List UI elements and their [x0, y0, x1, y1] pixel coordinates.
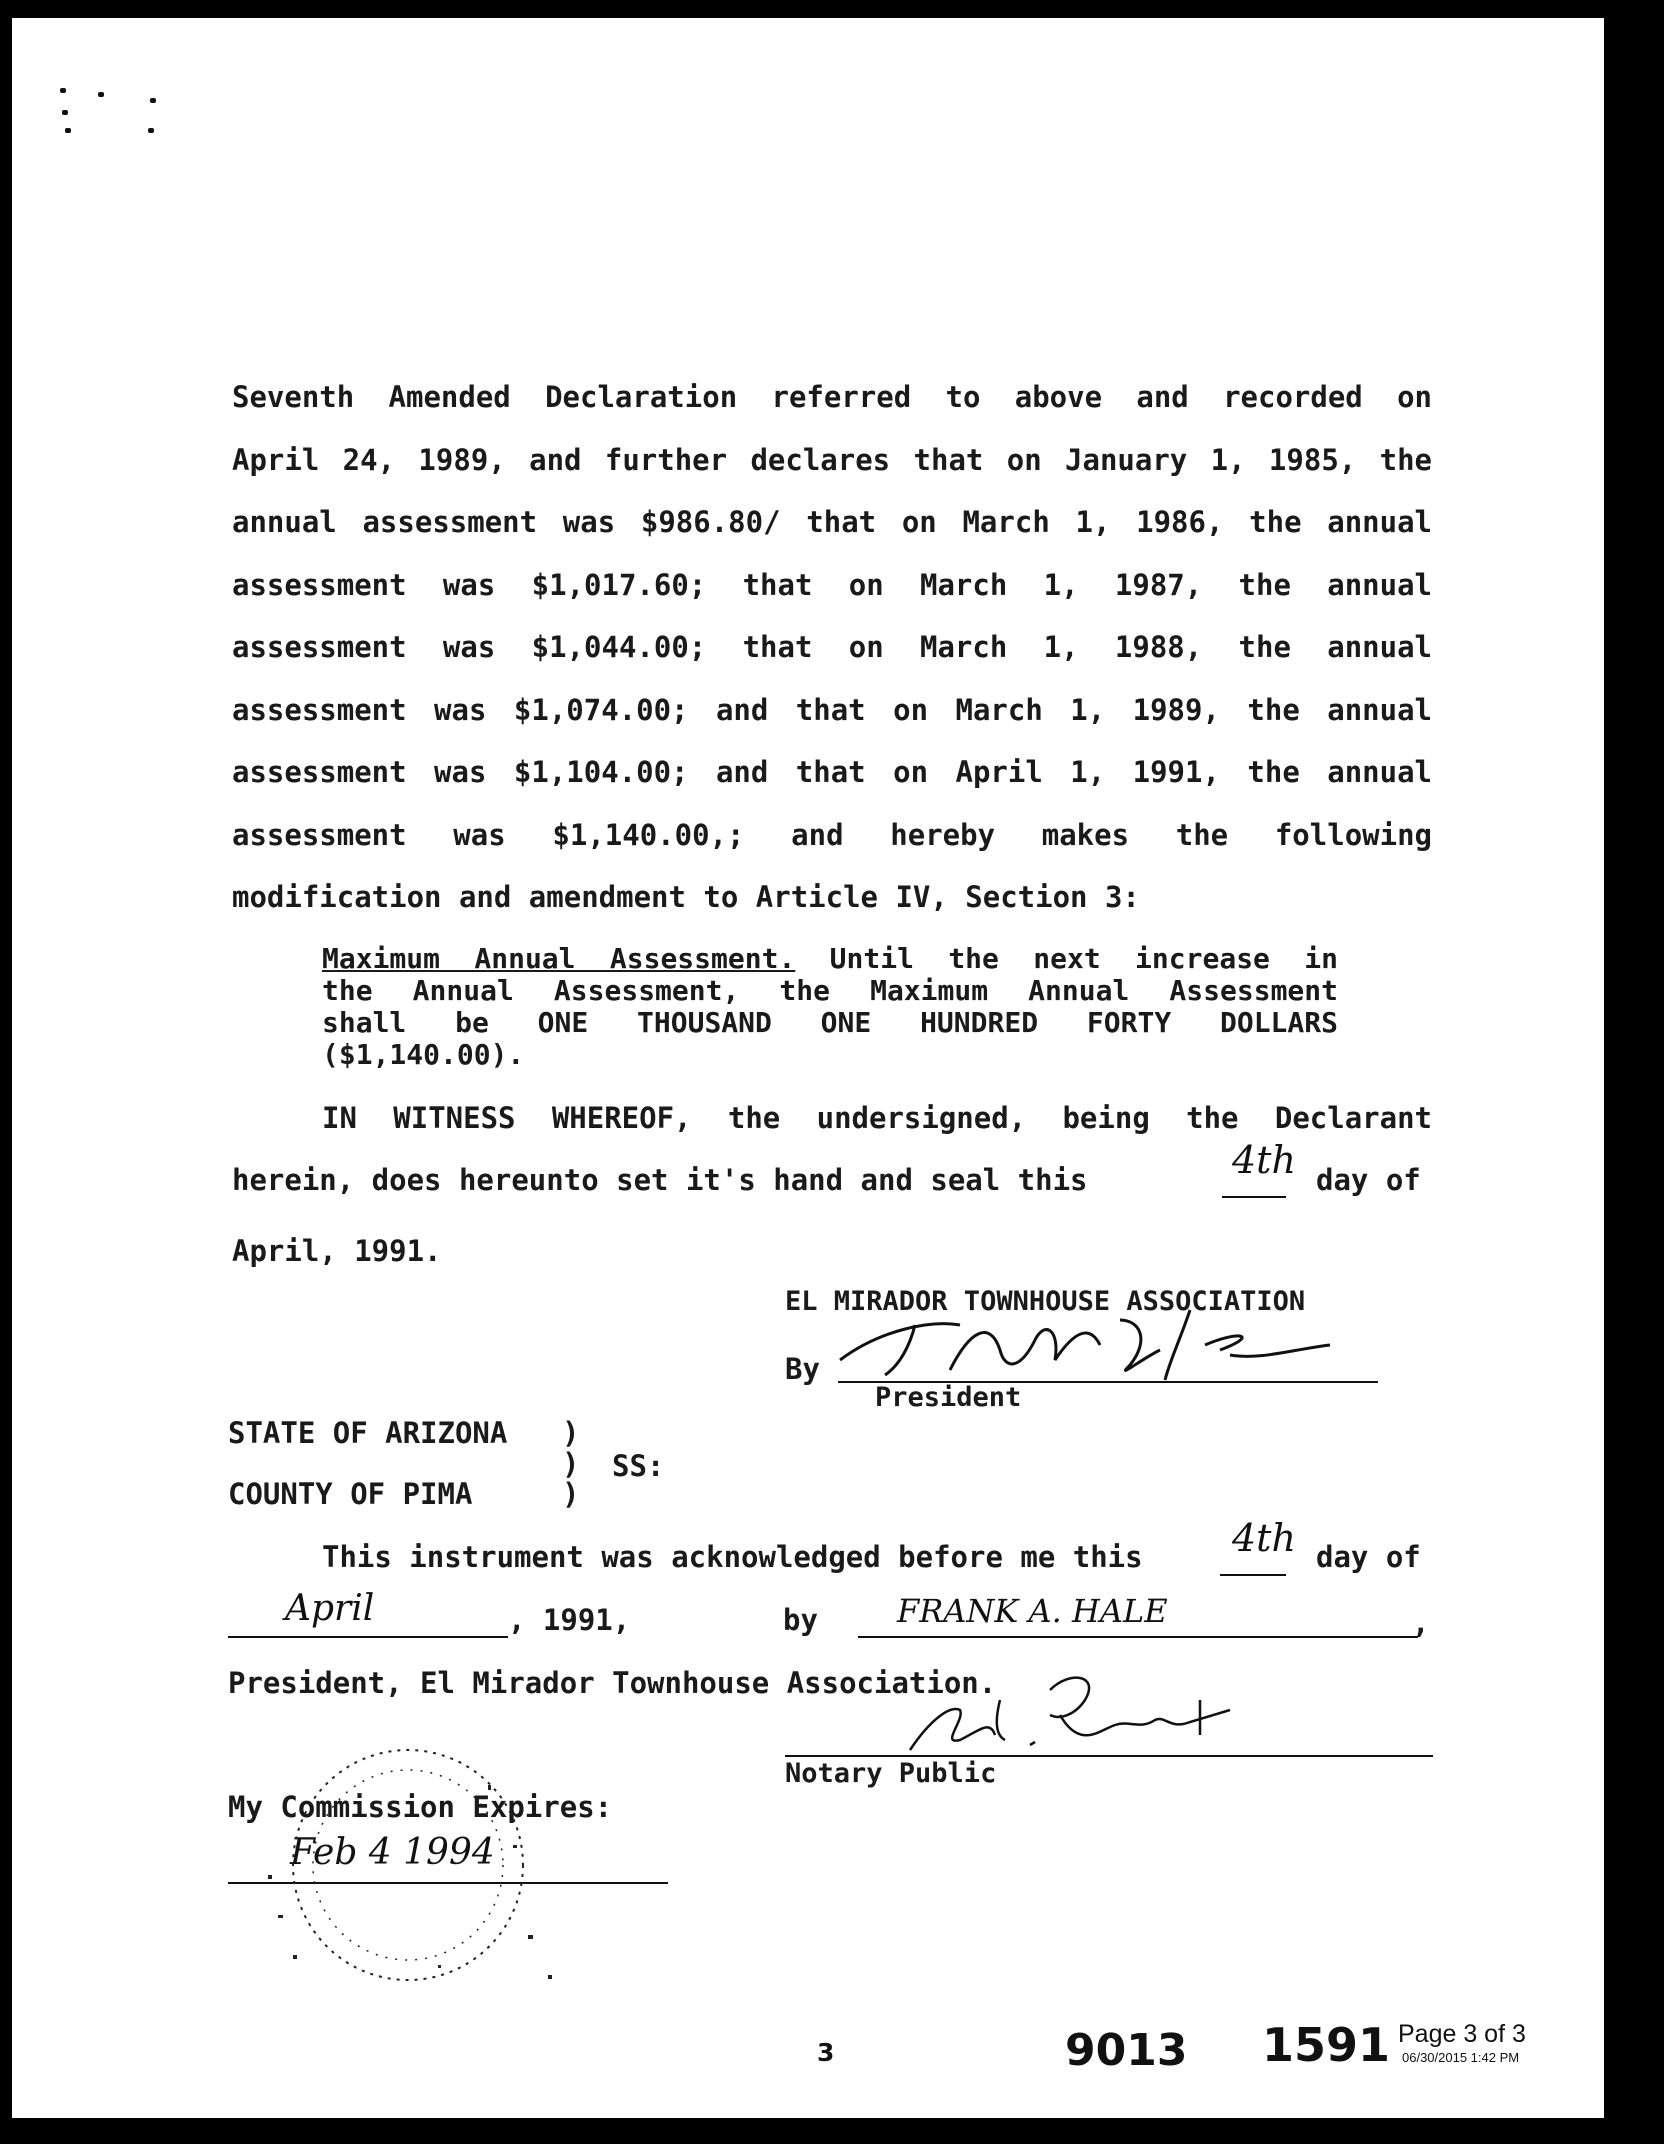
ack-month-line — [228, 1636, 508, 1638]
footer-page-number: 3 — [817, 2038, 835, 2067]
association-name: EL MIRADOR TOWNHOUSE ASSOCIATION — [785, 1286, 1306, 1317]
scan-border-right — [1604, 0, 1664, 2144]
witness-line-1: IN WITNESS WHEREOF, the undersigned, being the Declarant — [322, 1101, 1432, 1135]
scan-border-bottom — [0, 2118, 1664, 2144]
commission-label: My Commission Expires: — [228, 1790, 613, 1824]
notary-seal-stamp — [238, 1725, 618, 2005]
venue-paren: ) — [562, 1416, 580, 1450]
scan-border-top — [0, 0, 1664, 18]
body-line: assessment was $1,074.00; and that on March 1, 1989, the annual — [232, 693, 1432, 727]
body-line: April 24, 1989, and further declares that on January 1, 1985, the — [232, 443, 1432, 477]
ack-line-3: President, El Mirador Townhouse Association. — [228, 1666, 997, 1700]
witness-line-2b: day of — [1316, 1163, 1421, 1197]
ack-line-1b: day of — [1316, 1540, 1421, 1574]
witness-line-2a: herein, does hereunto set it's hand and seal this — [232, 1163, 1088, 1197]
witness-day-handwritten: 4th — [1232, 1138, 1296, 1182]
amendment-heading: Maximum Annual Assessment. — [322, 942, 796, 975]
notary-signature — [900, 1660, 1240, 1770]
venue-paren: ) — [562, 1477, 580, 1511]
notary-label: Notary Public — [785, 1758, 997, 1789]
amendment-block — [322, 943, 1338, 1071]
ack-month-handwritten: April — [285, 1588, 375, 1629]
footer-timestamp: 06/30/2015 1:42 PM — [1402, 2050, 1520, 2065]
body-line: assessment was $1,044.00; that on March 1, 1988, the annual — [232, 630, 1432, 664]
by-label: By — [785, 1352, 820, 1386]
body-line: modification and amendment to Article IV, Section 3: — [232, 880, 1140, 914]
venue-paren: ) — [562, 1447, 580, 1481]
amendment-line: ($1,140.00). — [322, 1038, 525, 1071]
venue-county: COUNTY OF PIMA — [228, 1477, 473, 1511]
body-line: assessment was $1,140.00,; and hereby makes the following — [232, 818, 1432, 852]
ack-day-line — [1220, 1574, 1286, 1576]
ack-name-line — [858, 1636, 1418, 1638]
ack-year: , 1991, — [508, 1603, 631, 1637]
president-title: President — [875, 1382, 1022, 1413]
ack-trailing-comma: , — [1412, 1606, 1430, 1640]
ack-by-label: by — [783, 1603, 818, 1637]
ack-name-handwritten: FRANK A. HALE — [897, 1592, 1168, 1630]
ack-line-1a: This instrument was acknowledged before me this — [322, 1540, 1143, 1574]
president-signature — [820, 1290, 1360, 1390]
witness-day-line — [1222, 1196, 1286, 1198]
body-line: annual assessment was $986.80/ that on March 1, 1986, the annual — [232, 505, 1432, 539]
notary-signature-line — [785, 1755, 1433, 1757]
amendment-line: the Annual Assessment, the Maximum Annual Assessment — [322, 974, 1338, 1007]
footer-page-of: Page 3 of 3 — [1398, 2020, 1526, 2048]
body-line: assessment was $1,104.00; and that on April 1, 1991, the annual — [232, 755, 1432, 789]
amendment-line: shall be ONE THOUSAND ONE HUNDRED FORTY DOLLARS — [322, 1006, 1338, 1039]
scan-border-left — [0, 0, 12, 2144]
ack-day-handwritten: 4th — [1232, 1516, 1296, 1560]
venue-state: STATE OF ARIZONA — [228, 1416, 508, 1450]
witness-line-3: April, 1991. — [232, 1234, 442, 1268]
amendment-line: Maximum Annual Assessment. Until the next increase in — [322, 942, 1338, 975]
body-line: assessment was $1,017.60; that on March 1, 1987, the annual — [232, 568, 1432, 602]
footer-docket: 9013 — [1065, 2025, 1188, 2076]
venue-ss: SS: — [612, 1449, 665, 1483]
body-line: Seventh Amended Declaration referred to above and recorded on — [232, 380, 1432, 414]
commission-date-handwritten: Feb 4 1994 — [290, 1832, 495, 1873]
footer-page-ref: 1591 — [1262, 2018, 1391, 2072]
